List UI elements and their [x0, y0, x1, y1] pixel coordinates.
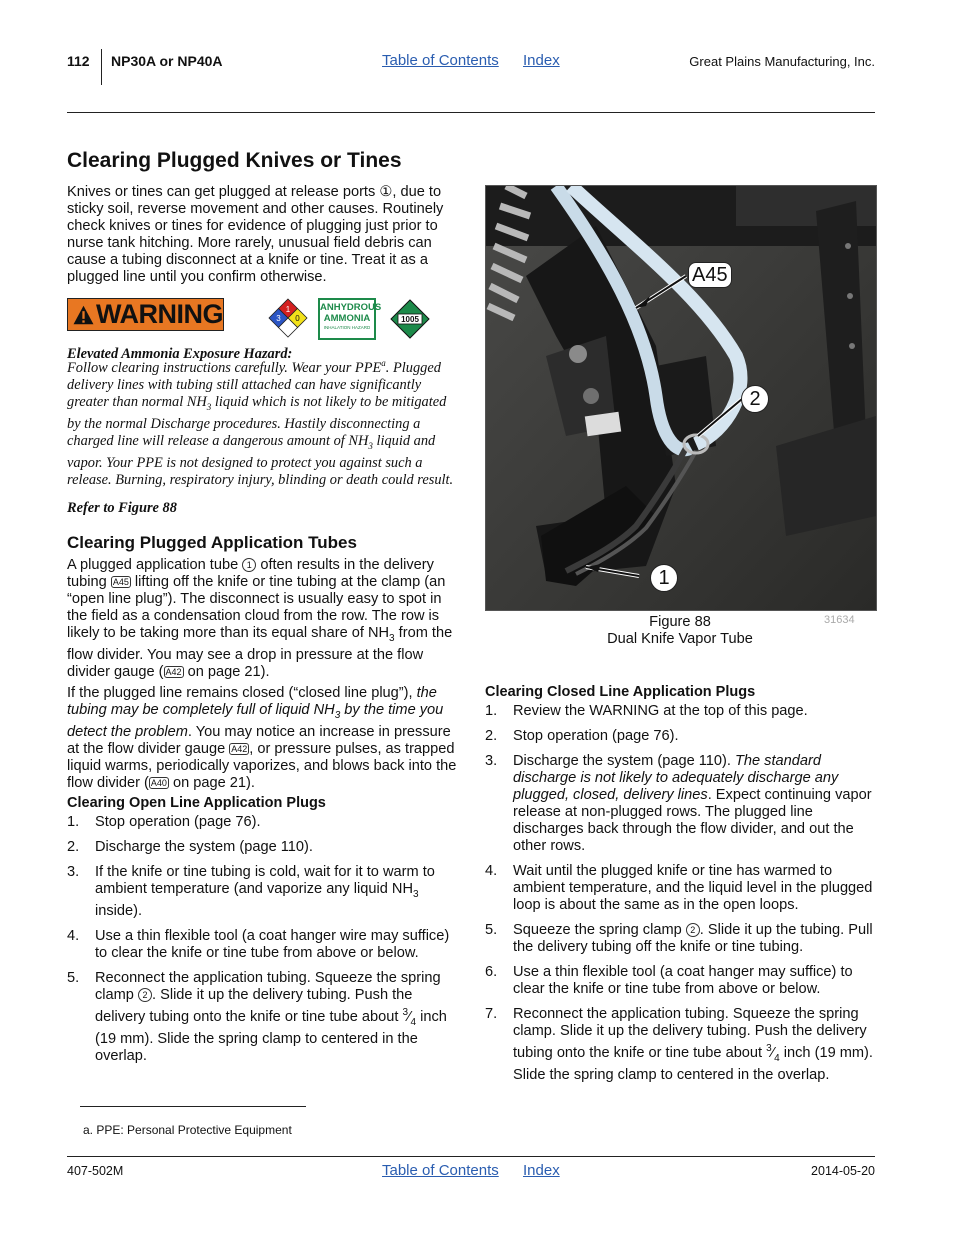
footer-rule — [67, 1156, 875, 1157]
tubes-paragraph-2: If the plugged line remains closed (“closed line plug”), the tubing may be completely full of liquid $NH_3$ by the time you detect the problem. You may notice an increase in pressure at the flow divider gauge A42 , or pressure pulses, as trapped liquid warms, periodically vaporizes, and blows back into the flow divider ( A40 on page 21). — [67, 685, 457, 791]
page-number: 112 — [67, 53, 90, 69]
figure-title: Dual Knife Vapor Tube — [607, 631, 753, 647]
warning-triangle-icon — [72, 301, 95, 329]
anhydrous-line-2: AMMONIA — [323, 313, 371, 324]
figure-caption — [485, 614, 875, 648]
flammability-number: 1 — [285, 305, 291, 314]
footer-index-link[interactable]: Index — [523, 1162, 560, 1179]
list-item: 3. Discharge the system (page 110). The standard discharge is not likely to adequately discharge any plugged, closed, delivery lines. Expect continuing vapor release at non-plugged rows. The plugged line discharges back through the flow divider, and out the other rows. — [485, 753, 872, 854]
list-item: 2. Stop operation (page 76). — [485, 728, 679, 744]
tubes-paragraph-1: A plugged application tube 1 often results in the delivery tubing A45 lifting off the knife or tine tubing at the clamp (an “open line plug”). The disconnect is usually easy to spot in the field as a condensation cloud from the row. The row is likely to be taking more than its equal share of $NH_3$ from the flow divider. You may see a drop in pressure at the flow divider gauge ( A42 on page 21). — [67, 557, 453, 680]
list-item: 7. Reconnect the application tubing. Squeeze the spring clamp. Slide it up the delivery tubing. Push the delivery tubing onto the knife or tine tube about $^3⁄_4$ inch (19 mm). Slide the spring clamp to centered in the overlap. — [485, 1006, 873, 1083]
list-item: 4. Use a thin flexible tool (a coat hanger wire may suffice) to clear the knife or tine tube from above or below. — [67, 927, 450, 961]
list-item: 1. Review the WARNING at the top of this page. — [485, 703, 808, 719]
label-clamp-2: 2 — [741, 385, 769, 413]
list-item: 4. Wait until the plugged knife or tine has warmed to ambient temperature, and the liquid level in the plugged loop is about the same as in the open loops. — [485, 863, 873, 913]
tubes-heading: Clearing Plugged Application Tubes — [67, 533, 357, 552]
doc-date: 2014-05-20 — [811, 1164, 875, 1178]
header-divider — [101, 49, 102, 85]
label-a45: A45 — [688, 262, 732, 288]
closed-plugs-steps — [485, 703, 877, 1084]
open-plugs-heading: Clearing Open Line Application Plugs — [67, 795, 326, 811]
figure-code: 31634 — [824, 614, 855, 626]
open-plugs-steps — [67, 814, 459, 1065]
callout-arrows — [486, 186, 876, 610]
footnote-rule — [80, 1106, 306, 1107]
nfpa-diamond-icon — [268, 298, 308, 338]
un-placard-icon — [390, 299, 430, 339]
hazard-body: Follow clearing instructions carefully. Wear your PPE$^a$. Plugged delivery lines with tubing still attached can have significantly greater than normal $NH_3$ liquid which is not likely to be mitigated by the normal Discharge procedures. Hastily disconnecting a charged line will release a dangerous amount of $NH_3$ liquid and vapor. Your PPE is not designed to protect you against such a release. Burning, respiratory injury, blinding or death could result. — [67, 358, 454, 488]
list-item: 2. Discharge the system (page 110). — [67, 839, 313, 855]
list-item: 5. Squeeze the spring clamp 2 . Slide it up the tubing. Pull the delivery tubing off the knife or tine tubing. — [485, 922, 873, 955]
index-link[interactable]: Index — [523, 52, 560, 69]
un-number: 1005 — [401, 315, 419, 324]
warning-banner — [67, 298, 224, 331]
section-title: Clearing Plugged Knives or Tines — [67, 149, 402, 172]
model-name: NP30A or NP40A — [111, 53, 223, 69]
header-rule — [67, 112, 875, 113]
figure-photo — [485, 185, 877, 611]
list-item: 3. If the knife or tine tubing is cold, wait for it to warm to ambient temperature (and vaporize any liquid $NH_3$ inside). — [67, 864, 435, 919]
figure-number: Figure 88 — [649, 614, 711, 630]
anhydrous-line-3: INHALATION HAZARD — [323, 325, 371, 330]
anhydrous-line-1: ANHYDROUS — [320, 302, 382, 313]
label-port-1: 1 — [650, 564, 678, 592]
list-item: 1. Stop operation (page 76). — [67, 814, 261, 830]
health-number: 3 — [276, 314, 281, 323]
closed-plugs-heading: Clearing Closed Line Application Plugs — [485, 684, 756, 700]
hazard-title: Elevated Ammonia Exposure Hazard: — [67, 346, 293, 362]
footer-toc-link[interactable]: Table of Contents — [382, 1162, 499, 1179]
list-item: 5. Reconnect the application tubing. Squeeze the spring clamp 2 . Slide it up the delivery tubing. Push the delivery tubing onto the knife or tine tube about $^3⁄_4$ inch (19 mm). Slide the spring clamp to centered in the overlap. — [67, 969, 447, 1064]
toc-link[interactable]: Table of Contents — [382, 52, 499, 69]
footnote: a. PPE: Personal Protective Equipment — [83, 1123, 292, 1137]
refer-figure: Refer to Figure 88 — [67, 500, 177, 516]
list-item: 6. Use a thin flexible tool (a coat hanger may suffice) to clear the knife or tine tube from above or below. — [485, 964, 853, 997]
intro-paragraph: Knives or tines can get plugged at release ports ①, due to sticky soil, reverse movement and other causes. Routinely check knives or tines for evidence of plugging just prior to nurse tank hitching. More rarely, unusual field debris can cause a tubing disconnect at a knife or tine. Treat it as a plugged line until you confirm otherwise. — [67, 184, 444, 285]
warning-label: WARNING — [96, 299, 223, 329]
reactivity-number: 0 — [295, 314, 300, 323]
company-name: Great Plains Manufacturing, Inc. — [689, 54, 875, 69]
anhydrous-ammonia-sign — [318, 298, 382, 340]
doc-number: 407-502M — [67, 1164, 124, 1178]
